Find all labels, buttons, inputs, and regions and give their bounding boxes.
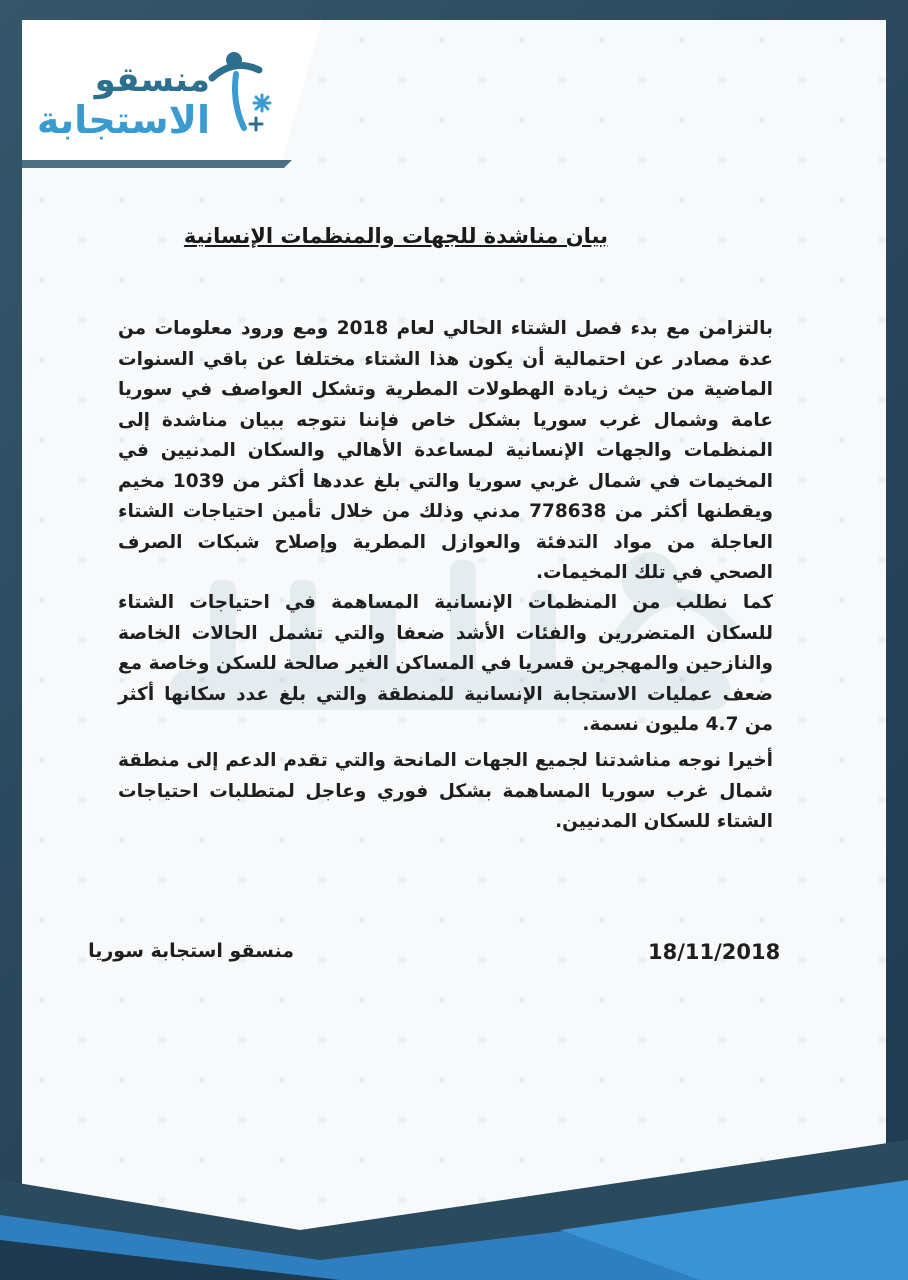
logo-text-line2: الاستجابة [36,98,210,142]
footer-wave-decoration [0,1120,908,1280]
logo-underline-stripe [22,160,292,168]
organization-logo [36,40,274,150]
logo-text-line1: منسقو [94,60,210,100]
document-title: بيان مناشدة للجهات والمنظمات الإنسانية [183,224,608,248]
document-date: 18/11/2018 [648,940,781,964]
paragraph-1: بالتزامن مع بدء فصل الشتاء الحالي لعام 2018 ومع ورود معلومات من عدة مصادر عن احتمالية أن يكون هذا الشتاء مختلفا عن باقي السنوات الماضية من حيث زيادة الهطولات المطرية وتشكل العواصف في سوريا عامة وشمال غرب سوريا بشكل خاص فإننا نتوجه ببيان مناشدة إلى المنظمات والجهات الإنسانية لمساعدة الأهالي والسكان المدنيين في المخيمات في شمال غربي سوريا والتي بلغ عددها أكثر من 1039 مخيم ويقطنها أكثر من 778638 مدني وذلك من خلال تأمين احتياجات الشتاء العاجلة من مواد التدفئة والعوازل المطرية وإصلاح شبكات الصرف الصحي في تلك المخيمات. [118,318,773,583]
paragraph-3: أخيرا نوجه مناشدتنا لجميع الجهات المانحة والتي تقدم الدعم إلى منطقة شمال غرب سوريا المساهمة بشكل فوري وعاجل لمتطلبات احتياجات الشتاء للسكان المدنيين. [118,750,773,832]
logo-figure-icon [204,48,274,138]
paragraph-2: كما نطلب من المنظمات الإنسانية المساهمة في احتياجات الشتاء للسكان المتضررين والفئات الأشد ضعفا والتي تشمل الحالات الخاصة والنازحين والمهجرين قسريا في المساكن الغير صالحة للسكن وخاصة مع ضعف عمليات الاستجابة الإنسانية للمنطقة والتي بلغ عدد سكانها أكثر من 4.7 مليون نسمة. [118,592,773,735]
signature: منسقو استجابة سوريا [88,940,294,962]
